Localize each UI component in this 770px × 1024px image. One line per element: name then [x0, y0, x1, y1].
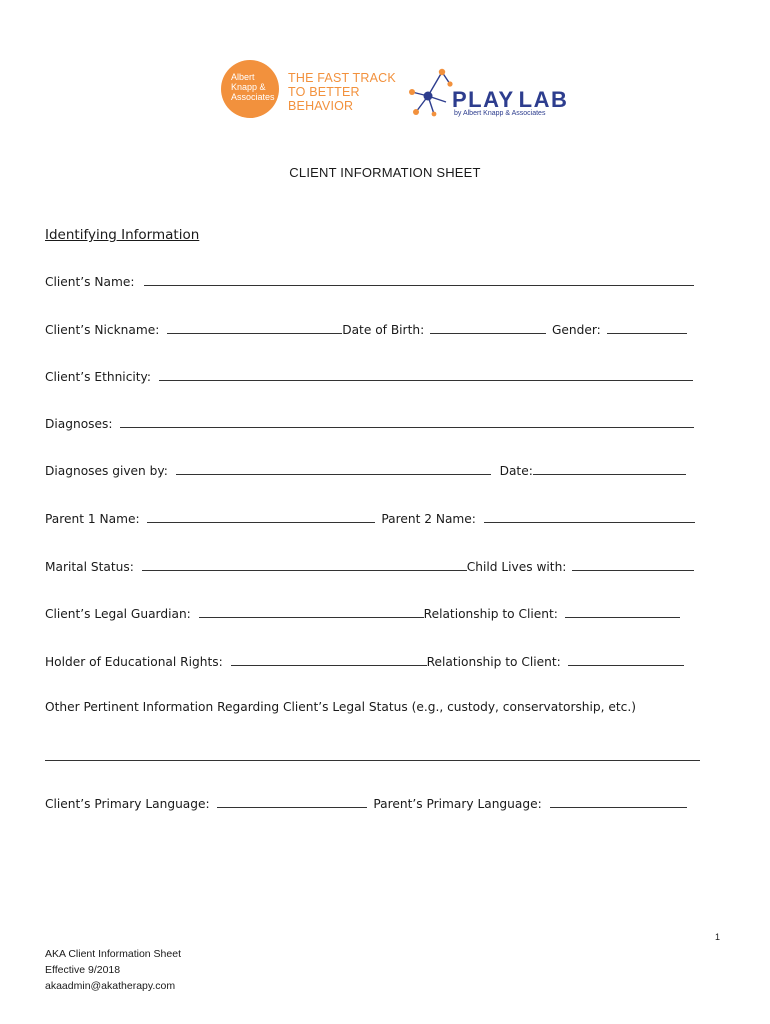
playlab-logo — [406, 64, 569, 124]
playlab-play: PLAY — [452, 87, 515, 112]
row-legal-guardian — [45, 605, 680, 623]
other-info-label: Other Pertinent Information Regarding Client’s Legal Status (e.g., custody, conservatorship, etc.) — [45, 700, 637, 714]
marital-status-label: Marital Status: — [45, 560, 134, 574]
clients-primary-language-field[interactable] — [217, 795, 367, 808]
footer-email: akaadmin@akatherapy.com — [45, 980, 176, 992]
date-label: Date: — [499, 464, 533, 478]
parents-primary-language-label: Parent’s Primary Language: — [373, 797, 542, 811]
clients-primary-language-label: Client’s Primary Language: — [45, 797, 210, 811]
date-field[interactable] — [533, 462, 686, 475]
row-clients-name — [45, 273, 694, 291]
row-marital-status — [45, 558, 694, 576]
row-diagnoses-given-by — [45, 462, 686, 480]
footer — [45, 946, 181, 994]
parent1-name-label: Parent 1 Name: — [45, 512, 140, 526]
aka-tagline — [288, 71, 396, 113]
row-ethnicity — [45, 368, 693, 386]
row-diagnoses — [45, 415, 694, 433]
parent2-name-field[interactable] — [484, 510, 695, 523]
clients-nickname-label: Client’s Nickname: — [45, 323, 160, 337]
row-educational-rights — [45, 653, 684, 671]
diagnoses-label: Diagnoses: — [45, 417, 113, 431]
legal-guardian-label: Client’s Legal Guardian: — [45, 607, 191, 621]
aka-logo-line: Associates — [231, 92, 275, 102]
legal-guardian-field[interactable] — [199, 605, 424, 618]
clients-nickname-field[interactable] — [167, 321, 342, 334]
clients-ethnicity-label: Client’s Ethnicity: — [45, 370, 151, 384]
playlab-byline: by Albert Knapp & Associates — [454, 110, 546, 117]
other-info-field[interactable] — [45, 748, 700, 761]
aka-logo-line: Albert — [231, 72, 255, 82]
footer-title: AKA Client Information Sheet — [45, 948, 181, 960]
header-logos — [198, 50, 576, 146]
section-heading: Identifying Information — [45, 227, 200, 243]
gender-field[interactable] — [607, 321, 687, 334]
diagnoses-given-by-field[interactable] — [176, 462, 491, 475]
aka-tagline-line: THE FAST TRACK — [288, 71, 396, 85]
diagnoses-field[interactable] — [120, 415, 694, 428]
parent2-name-label: Parent 2 Name: — [381, 512, 476, 526]
relationship-to-client-field[interactable] — [568, 653, 684, 666]
page-title: CLIENT INFORMATION SHEET — [289, 165, 481, 180]
parent1-name-field[interactable] — [147, 510, 375, 523]
relationship-to-client-label: Relationship to Client: — [423, 607, 558, 621]
playlab-lab: LAB — [518, 87, 569, 112]
relationship-to-client-field[interactable] — [565, 605, 680, 618]
child-lives-with-field[interactable] — [572, 558, 694, 571]
clients-ethnicity-field[interactable] — [159, 368, 693, 381]
clients-name-label: Client’s Name: — [45, 275, 135, 289]
row-other-info-blank — [45, 748, 700, 766]
row-parents — [45, 510, 695, 528]
aka-logo-line: Knapp & — [231, 82, 266, 92]
page-number: 1 — [715, 932, 721, 942]
diagnoses-given-by-label: Diagnoses given by: — [45, 464, 168, 478]
date-of-birth-field[interactable] — [430, 321, 546, 334]
parents-primary-language-field[interactable] — [550, 795, 687, 808]
educational-rights-field[interactable] — [231, 653, 427, 666]
row-nickname-dob-gender — [45, 321, 687, 339]
footer-effective-date: Effective 9/2018 — [45, 964, 121, 976]
aka-logo-text — [231, 72, 291, 102]
aka-tagline-line: BEHAVIOR — [288, 99, 354, 113]
gender-label: Gender: — [551, 323, 601, 337]
row-languages — [45, 795, 687, 813]
child-lives-with-label: Child Lives with: — [466, 560, 567, 574]
educational-rights-label: Holder of Educational Rights: — [45, 655, 223, 669]
relationship-to-client-label: Relationship to Client: — [426, 655, 561, 669]
row-other-info — [45, 700, 636, 718]
marital-status-field[interactable] — [142, 558, 467, 571]
aka-tagline-line: TO BETTER — [288, 85, 360, 99]
clients-name-field[interactable] — [144, 273, 694, 286]
date-of-birth-label: Date of Birth: — [342, 323, 425, 337]
